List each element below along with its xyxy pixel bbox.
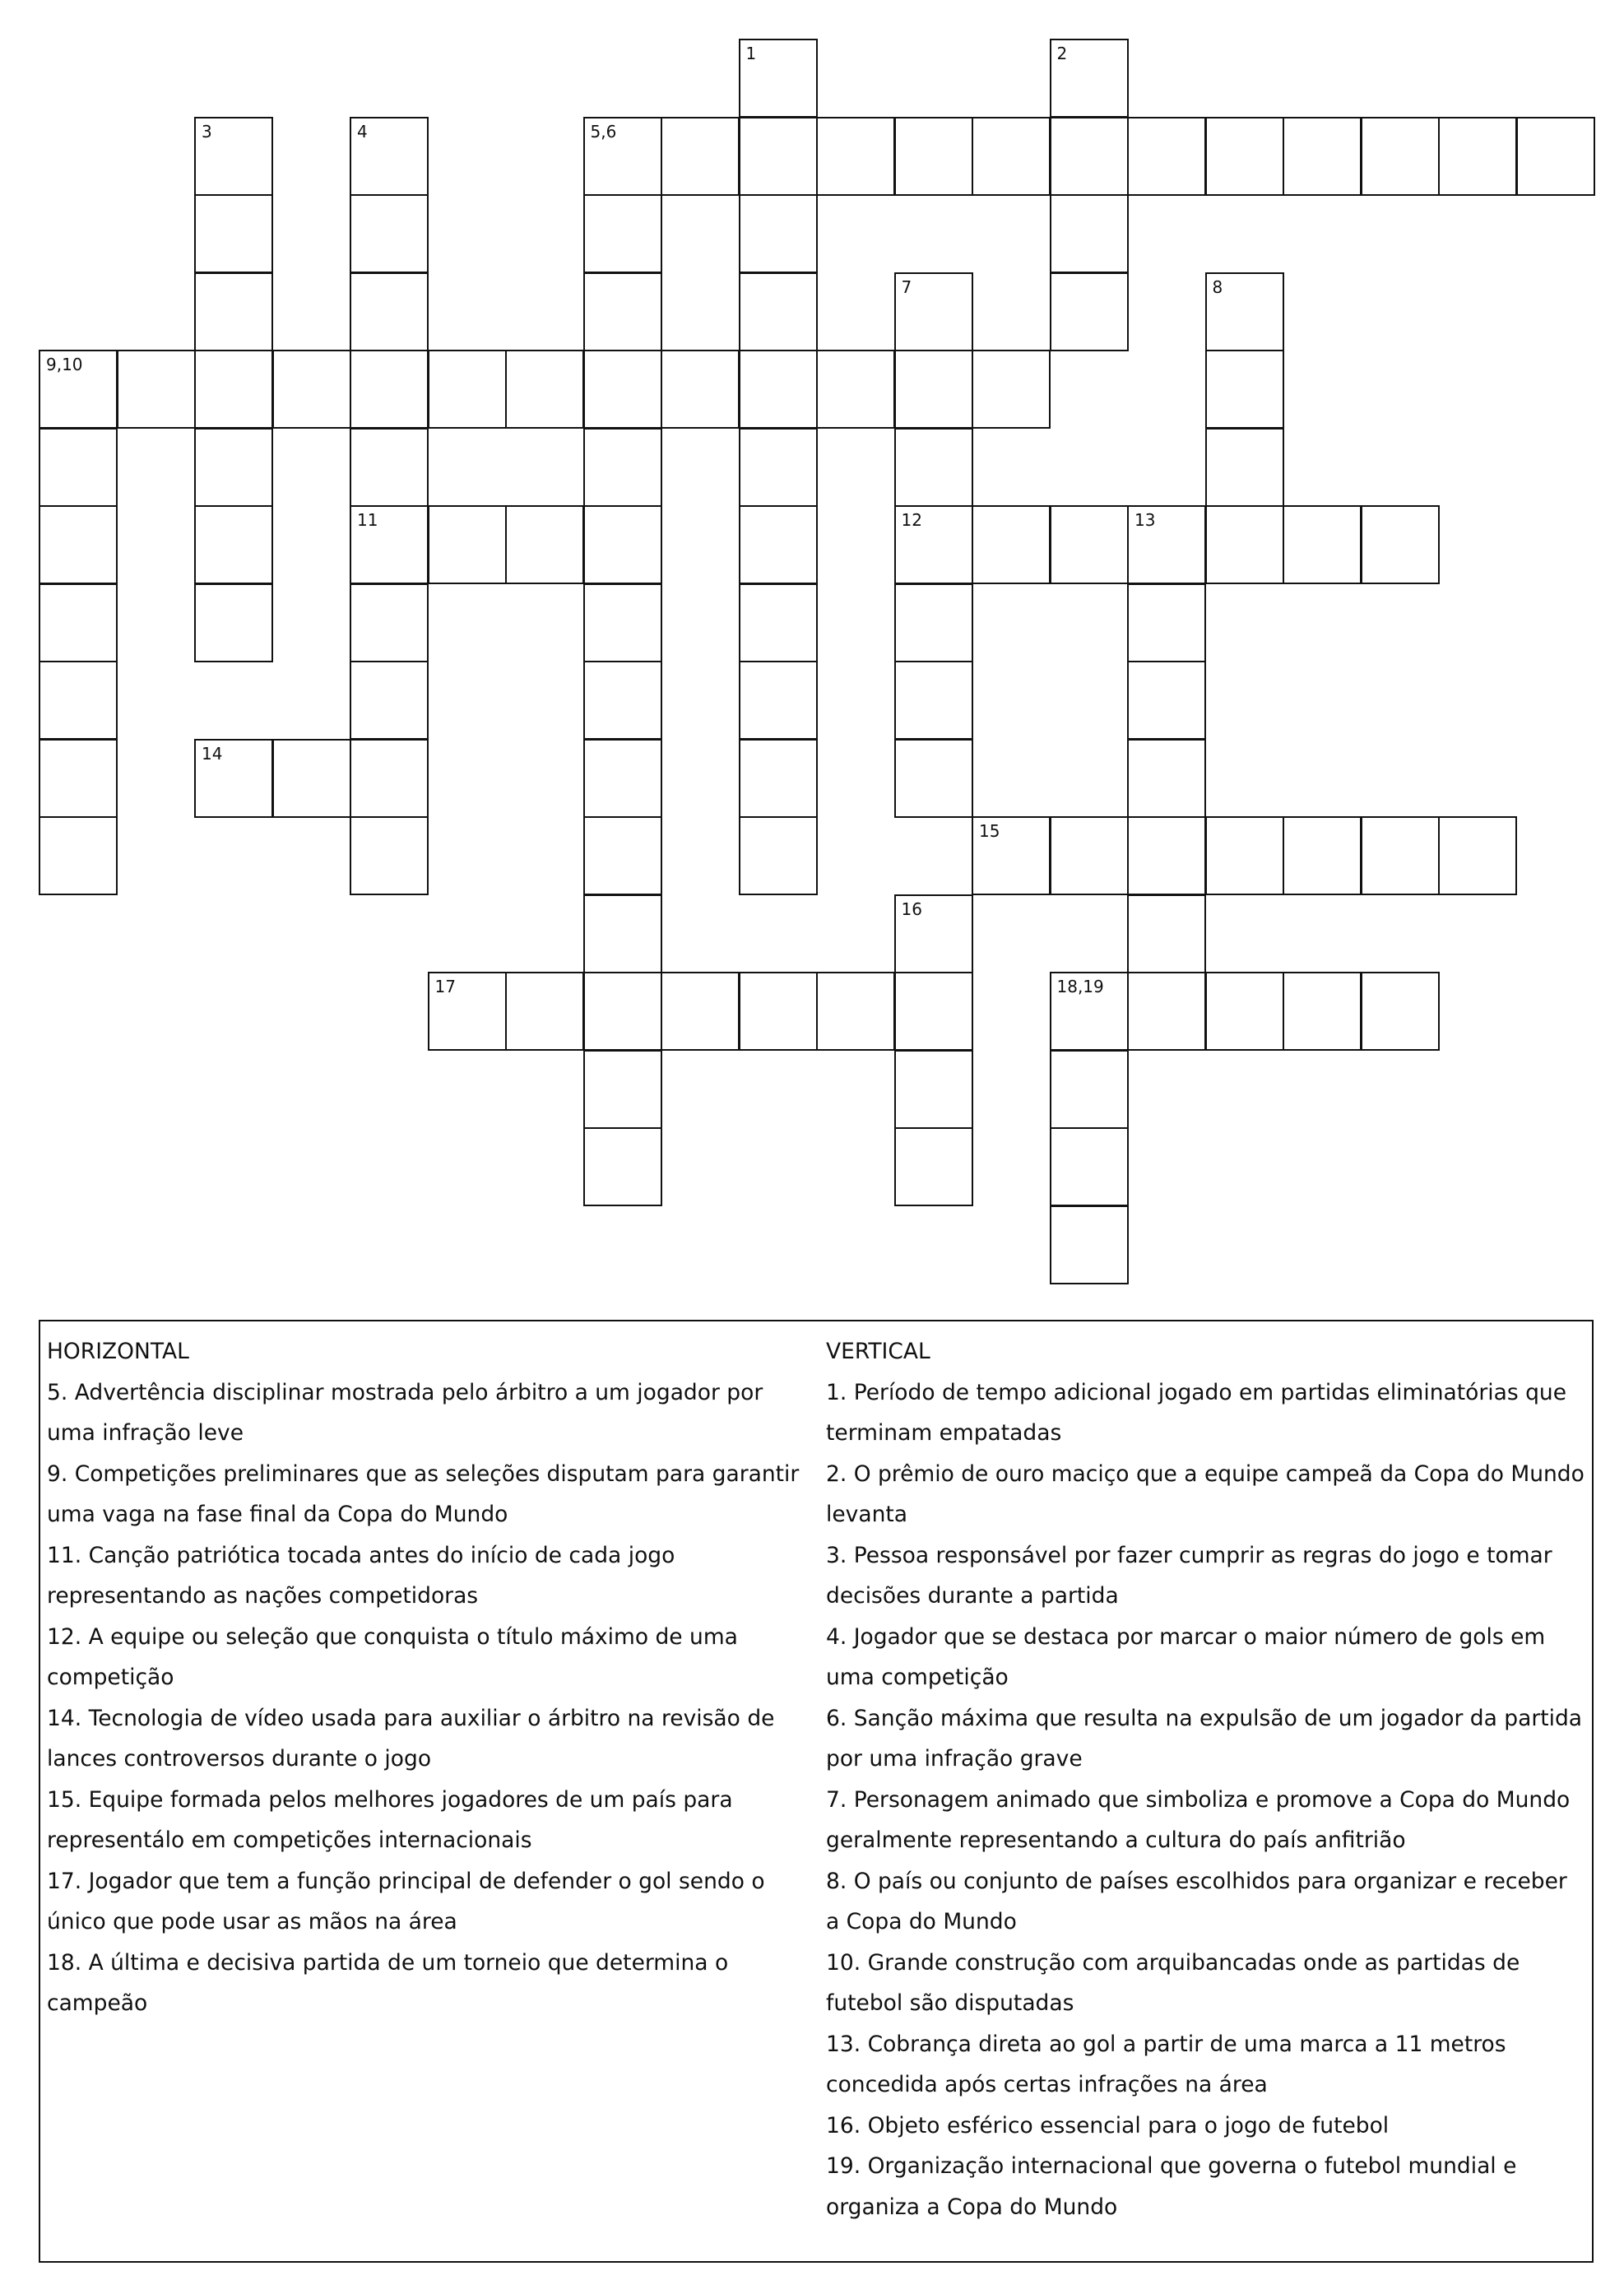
crossword-cell[interactable] (739, 505, 818, 584)
crossword-cell[interactable] (661, 972, 740, 1051)
vertical-heading: VERTICAL (826, 1339, 930, 1364)
crossword-cell[interactable] (39, 739, 118, 818)
crossword-cell[interactable] (739, 272, 818, 351)
clue-number: 4 (357, 121, 368, 142)
vertical-clue-line: concedida após certas infrações na área (826, 2072, 1268, 2097)
crossword-cell[interactable] (583, 272, 662, 351)
horizontal-clue-line: campeão (47, 1990, 148, 2016)
vertical-clue-line: 19. Organização internacional que governa o futebol mundial e (826, 2153, 1517, 2179)
crossword-cell[interactable] (39, 583, 118, 662)
crossword-cell[interactable] (39, 350, 118, 429)
vertical-clue-line: 13. Cobrança direta ao gol a partir de uma marca a 11 metros (826, 2031, 1506, 2057)
crossword-cell[interactable] (894, 661, 973, 740)
crossword-cell[interactable] (1361, 816, 1440, 895)
crossword-cell[interactable] (1127, 894, 1206, 973)
clue-number: 15 (979, 821, 1000, 841)
clue-number: 13 (1134, 510, 1156, 530)
crossword-cell[interactable] (1050, 39, 1129, 118)
crossword-cell[interactable] (739, 428, 818, 507)
crossword-cell[interactable] (583, 117, 662, 196)
crossword-cell[interactable] (739, 117, 818, 196)
crossword-cell[interactable] (1205, 972, 1284, 1051)
crossword-cell[interactable] (1127, 972, 1206, 1051)
horizontal-clue-line: 18. A última e decisiva partida de um torneio que determina o (47, 1949, 729, 1976)
clue-number: 12 (901, 510, 922, 530)
crossword-cell[interactable] (894, 272, 973, 351)
crossword-cell[interactable] (272, 739, 351, 818)
crossword-cell[interactable] (1127, 661, 1206, 740)
horizontal-clue-line: uma vaga na fase final da Copa do Mundo (47, 1502, 508, 1527)
crossword-cell[interactable] (739, 350, 818, 429)
crossword-cell[interactable] (428, 972, 507, 1051)
crossword-cell[interactable] (894, 505, 973, 584)
crossword-cell[interactable] (583, 894, 662, 973)
crossword-cell[interactable] (583, 739, 662, 818)
clue-number: 1 (745, 44, 757, 63)
horizontal-clue-line: 14. Tecnologia de vídeo usada para auxiliar o árbitro na revisão de (47, 1705, 775, 1731)
crossword-cell[interactable] (661, 117, 740, 196)
crossword-cell[interactable] (350, 428, 429, 507)
crossword-cell[interactable] (972, 350, 1051, 429)
crossword-cell[interactable] (739, 39, 818, 118)
crossword-cell[interactable] (350, 350, 429, 429)
vertical-clue-line: levanta (826, 1502, 908, 1527)
clue-number: 5,6 (590, 121, 617, 142)
crossword-cell[interactable] (1205, 505, 1284, 584)
crossword-cell[interactable] (350, 661, 429, 740)
crossword-cell[interactable] (816, 350, 895, 429)
horizontal-clue-line: representando as nações competidoras (47, 1583, 479, 1609)
crossword-cell[interactable] (505, 972, 584, 1051)
vertical-clue-line: 1. Período de tempo adicional jogado em partidas eliminatórias que (826, 1379, 1567, 1405)
vertical-clue-line: 4. Jogador que se destaca por marcar o maior número de gols em (826, 1623, 1546, 1650)
vertical-clue-line: uma competição (826, 1665, 1009, 1690)
vertical-clue-line: 8. O país ou conjunto de países escolhidos para organizar e receber (826, 1868, 1567, 1894)
crossword-cell[interactable] (894, 739, 973, 818)
crossword-cell[interactable] (894, 350, 973, 429)
crossword-cell[interactable] (194, 350, 273, 429)
crossword-cell[interactable] (194, 505, 273, 584)
crossword-cell[interactable] (1361, 117, 1440, 196)
crossword-cell[interactable] (350, 816, 429, 895)
crossword-cell[interactable] (894, 117, 973, 196)
crossword-cell[interactable] (1361, 972, 1440, 1051)
crossword-cell[interactable] (972, 816, 1051, 895)
crossword-cell[interactable] (894, 894, 973, 973)
clue-number: 16 (901, 899, 922, 919)
crossword-cell[interactable] (739, 194, 818, 273)
crossword-cell[interactable] (39, 505, 118, 584)
vertical-clue-line: 10. Grande construção com arquibancadas onde as partidas de (826, 1949, 1520, 1976)
crossword-cell[interactable] (583, 661, 662, 740)
crossword-cell[interactable] (1283, 972, 1362, 1051)
horizontal-clue-line: 15. Equipe formada pelos melhores jogadores de um país para (47, 1786, 733, 1813)
crossword-cell[interactable] (117, 350, 196, 429)
crossword-cell[interactable] (350, 117, 429, 196)
crossword-cell[interactable] (1283, 816, 1362, 895)
horizontal-clue-line: 17. Jogador que tem a função principal de defender o gol sendo o (47, 1868, 765, 1894)
crossword-cell[interactable] (1127, 816, 1206, 895)
crossword-cell[interactable] (1050, 272, 1129, 351)
crossword-cell[interactable] (350, 583, 429, 662)
crossword-cell[interactable] (739, 583, 818, 662)
horizontal-heading: HORIZONTAL (47, 1339, 189, 1364)
crossword-cell[interactable] (739, 739, 818, 818)
crossword-cell[interactable] (661, 350, 740, 429)
crossword-cell[interactable] (1050, 972, 1129, 1051)
crossword-cell[interactable] (1205, 428, 1284, 507)
crossword-cell[interactable] (894, 1050, 973, 1129)
clue-number: 3 (202, 121, 212, 142)
crossword-cell[interactable] (1050, 1127, 1129, 1206)
crossword-cell[interactable] (505, 505, 584, 584)
crossword-cell[interactable] (583, 1127, 662, 1206)
crossword-cell[interactable] (583, 583, 662, 662)
crossword-cell[interactable] (350, 739, 429, 818)
crossword-cell[interactable] (1205, 816, 1284, 895)
horizontal-clue-line: único que pode usar as mãos na área (47, 1909, 457, 1934)
crossword-cell[interactable] (1050, 816, 1129, 895)
crossword-cell[interactable] (39, 661, 118, 740)
crossword-cell[interactable] (583, 816, 662, 895)
horizontal-clue-line: lances controversos durante o jogo (47, 1746, 432, 1772)
crossword-cell[interactable] (1050, 117, 1129, 196)
crossword-cell[interactable] (1127, 739, 1206, 818)
clue-number: 7 (901, 276, 912, 297)
horizontal-clue-line: representálo em competições internacionais (47, 1827, 532, 1853)
crossword-cell[interactable] (1050, 505, 1129, 584)
vertical-clue-line: terminam empatadas (826, 1420, 1062, 1446)
crossword-cell[interactable] (194, 428, 273, 507)
vertical-clue-line: decisões durante a partida (826, 1583, 1119, 1609)
crossword-cell[interactable] (194, 117, 273, 196)
crossword-cell[interactable] (739, 661, 818, 740)
crossword-cell[interactable] (894, 428, 973, 507)
crossword-cell[interactable] (428, 350, 507, 429)
vertical-clue-line: por uma infração grave (826, 1746, 1083, 1772)
clues-box (39, 1320, 1594, 2263)
clue-number: 8 (1212, 276, 1223, 297)
horizontal-clue-line: 12. A equipe ou seleção que conquista o título máximo de uma (47, 1623, 738, 1650)
clue-number: 18,19 (1056, 977, 1104, 996)
crossword-cell[interactable] (739, 816, 818, 895)
crossword-cell[interactable] (1127, 117, 1206, 196)
horizontal-clue-line: 11. Canção patriótica tocada antes do início de cada jogo (47, 1542, 675, 1568)
vertical-clue-line: organiza a Copa do Mundo (826, 2194, 1118, 2220)
crossword-cell[interactable] (194, 583, 273, 662)
crossword-cell[interactable] (1205, 350, 1284, 429)
vertical-clue-line: 7. Personagem animado que simboliza e promove a Copa do Mundo (826, 1786, 1571, 1813)
crossword-cell[interactable] (894, 972, 973, 1051)
crossword-cell[interactable] (505, 350, 584, 429)
horizontal-clue-line: uma infração leve (47, 1420, 244, 1446)
crossword-cell[interactable] (1361, 505, 1440, 584)
vertical-clue-line: a Copa do Mundo (826, 1909, 1017, 1934)
crossword-cell[interactable] (1283, 117, 1362, 196)
crossword-cell[interactable] (816, 117, 895, 196)
crossword-cell[interactable] (194, 739, 273, 818)
vertical-clue-line: 3. Pessoa responsável por fazer cumprir as regras do jogo e tomar (826, 1542, 1552, 1568)
crossword-cell[interactable] (39, 428, 118, 507)
crossword-cell[interactable] (1127, 505, 1206, 584)
vertical-clue-line: 6. Sanção máxima que resulta na expulsão de um jogador da partida (826, 1705, 1583, 1731)
crossword-cell[interactable] (583, 505, 662, 584)
crossword-cell[interactable] (1127, 583, 1206, 662)
crossword-cell[interactable] (1050, 194, 1129, 273)
crossword-cell[interactable] (1205, 272, 1284, 351)
crossword-cell[interactable] (1516, 117, 1595, 196)
crossword-cell[interactable] (350, 194, 429, 273)
vertical-clue-line: geralmente representando a cultura do país anfitrião (826, 1827, 1406, 1853)
crossword-cell[interactable] (1438, 816, 1517, 895)
horizontal-clue-line: 5. Advertência disciplinar mostrada pelo árbitro a um jogador por (47, 1379, 763, 1405)
crossword-cell[interactable] (894, 583, 973, 662)
crossword-cell[interactable] (583, 194, 662, 273)
clue-number: 9,10 (46, 355, 83, 374)
crossword-cell[interactable] (816, 972, 895, 1051)
crossword-cell[interactable] (350, 272, 429, 351)
crossword-cell[interactable] (428, 505, 507, 584)
clue-number: 2 (1056, 44, 1068, 63)
crossword-cell[interactable] (1438, 117, 1517, 196)
clue-number: 14 (202, 743, 223, 764)
crossword-cell[interactable] (1050, 1050, 1129, 1129)
crossword-cell[interactable] (194, 272, 273, 351)
vertical-clues (826, 1331, 1587, 2227)
crossword-cell[interactable] (739, 972, 818, 1051)
crossword-cell[interactable] (350, 505, 429, 584)
crossword-cell[interactable] (1283, 505, 1362, 584)
crossword-cell[interactable] (583, 350, 662, 429)
vertical-clue-line: 2. O prêmio de ouro maciço que a equipe campeã da Copa do Mundo (826, 1460, 1585, 1487)
horizontal-clues (47, 1331, 804, 2024)
crossword-cell[interactable] (583, 972, 662, 1051)
crossword-cell[interactable] (972, 117, 1051, 196)
horizontal-clue-line: competição (47, 1665, 174, 1690)
crossword-cell[interactable] (39, 816, 118, 895)
crossword-cell[interactable] (583, 428, 662, 507)
crossword-cell[interactable] (1050, 1205, 1129, 1284)
crossword-cell[interactable] (894, 1127, 973, 1206)
horizontal-clue-line: 9. Competições preliminares que as seleções disputam para garantir (47, 1460, 800, 1487)
crossword-cell[interactable] (583, 1050, 662, 1129)
clue-number: 11 (357, 510, 378, 530)
clue-number: 17 (434, 977, 456, 996)
crossword-cell[interactable] (194, 194, 273, 273)
vertical-clue-line: futebol são disputadas (826, 1990, 1074, 2016)
crossword-cell[interactable] (1205, 117, 1284, 196)
crossword-cell[interactable] (272, 350, 351, 429)
crossword-cell[interactable] (972, 505, 1051, 584)
vertical-clue-line: 16. Objeto esférico essencial para o jogo de futebol (826, 2112, 1390, 2138)
